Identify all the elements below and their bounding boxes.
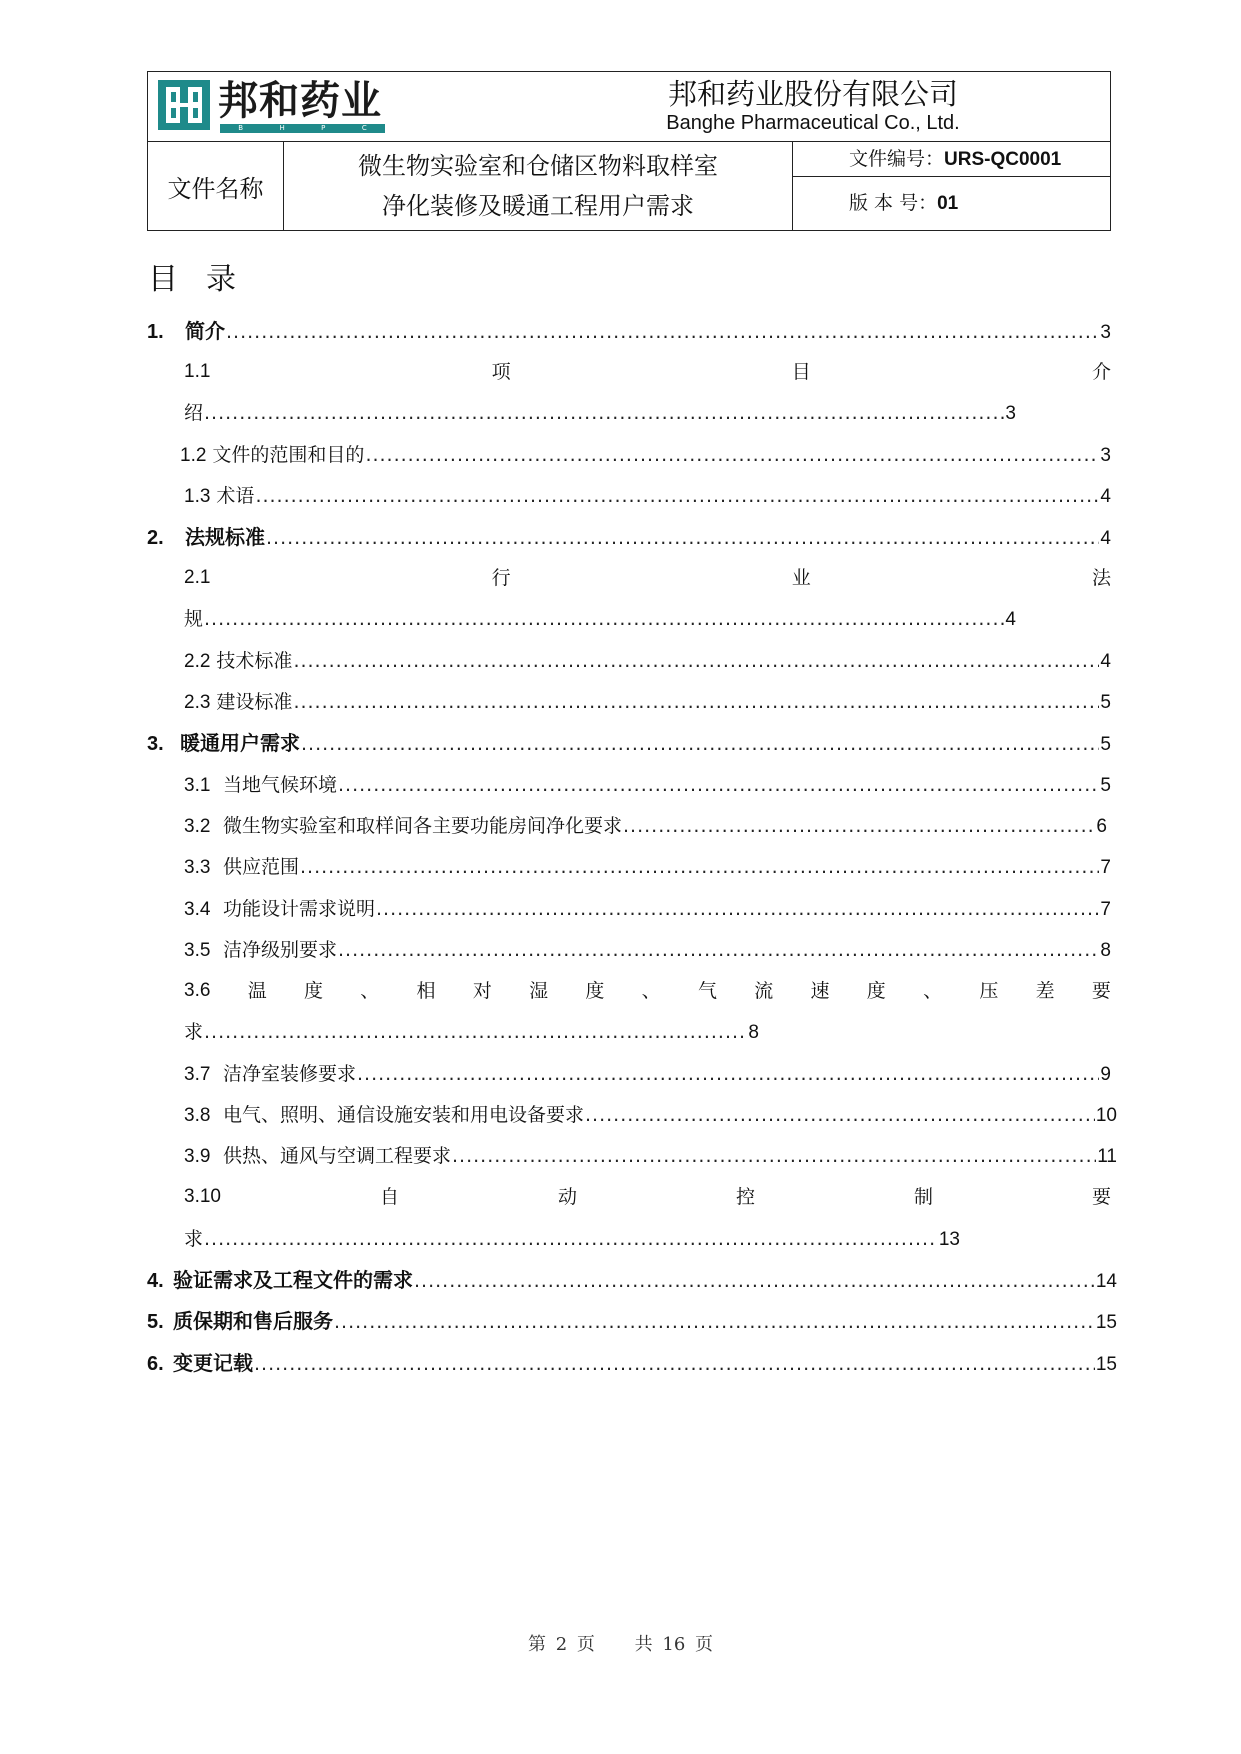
toc-item[interactable]: 1.1 项 目 介 <box>184 361 1111 383</box>
toc-item[interactable]: 3.1 当地气候环境 ..... 5 <box>184 770 1111 801</box>
version-label: 版 本 号： <box>849 192 938 214</box>
page-footer: 第 2 页 共 16 页 <box>527 1634 714 1655</box>
toc-item[interactable]: 1.2 文件的范围和目的 ..... 3 <box>180 440 1111 471</box>
header-bottom-row <box>148 142 1110 230</box>
logo-text: 邦和药业 <box>218 78 382 124</box>
document-title <box>284 142 793 230</box>
toc-item[interactable]: 3. 暖通用户需求 ..... 5 <box>147 728 1111 760</box>
toc-item[interactable]: 2.1 行 业 法 <box>184 567 1111 589</box>
toc-item[interactable]: 4. 验证需求及工程文件的需求 ..... 14 <box>147 1265 1117 1297</box>
document-header <box>147 71 1111 231</box>
toc-item[interactable]: 3.6 温 度 、 相 对 湿 度 、 气 流 速 度 、 压 差 要 <box>184 980 1111 1002</box>
toc-item-continued[interactable]: 规 ..... 4 <box>184 604 1016 635</box>
document-code-label: 文件编号： <box>849 148 945 170</box>
document-title-line1: 微生物实验室和仓储区物料取样室 <box>358 152 718 180</box>
document-title-line2: 净化装修及暖通工程用户需求 <box>382 192 694 220</box>
toc-item-continued[interactable]: 求 ..... 13 <box>184 1224 960 1255</box>
logo-letters: B H P C <box>238 124 367 132</box>
file-name-label: 文件名称 <box>148 142 284 230</box>
toc-item[interactable]: 5. 质保期和售后服务 ..... 15 <box>147 1306 1117 1338</box>
document-version <box>793 177 1110 230</box>
toc-item[interactable]: 2. 法规标准 ..... 4 <box>147 522 1111 554</box>
toc-item[interactable]: 3.4 功能设计需求说明 ..... 7 <box>184 894 1111 925</box>
toc-item[interactable]: 3.3 供应范围 ..... 7 <box>184 852 1111 883</box>
toc-item[interactable]: 3.5 洁净级别要求 ..... 8 <box>184 935 1111 966</box>
header-top-row <box>148 72 1110 142</box>
version-value: 01 <box>937 193 959 214</box>
document-code-value: URS-QC0001 <box>944 149 1062 170</box>
toc-title: 目 录 <box>148 262 236 297</box>
toc-item[interactable]: 3.2 微生物实验室和取样间各主要功能房间净化要求 ..... 6 <box>184 811 1107 842</box>
toc-item-continued[interactable]: 求 ..... 8 <box>184 1017 759 1048</box>
company-name-cn: 邦和药业股份有限公司 <box>667 77 958 111</box>
bh-logo-icon <box>158 78 210 132</box>
toc-item[interactable]: 6. 变更记载 ..... 15 <box>147 1348 1117 1380</box>
company-logo <box>158 78 388 134</box>
toc-item[interactable]: 3.7 洁净室装修要求 ..... 9 <box>184 1059 1111 1090</box>
toc-item[interactable]: 2.2 技术标准 ..... 4 <box>184 646 1111 677</box>
document-code <box>793 142 1110 177</box>
toc-item[interactable]: 2.3 建设标准 ..... 5 <box>184 687 1111 718</box>
toc-item[interactable]: 3.10 自 动 控 制 要 <box>184 1186 1111 1208</box>
company-name-en: Banghe Pharmaceutical Co., Ltd. <box>666 112 960 134</box>
toc-item[interactable]: 3.8 电气、照明、通信设施安装和用电设备要求 ..... 10 <box>184 1100 1117 1131</box>
toc-item[interactable]: 3.9 供热、通风与空调工程要求 ..... 11 <box>184 1141 1117 1172</box>
toc-item[interactable]: 1.3 术语 ..... 4 <box>184 481 1111 512</box>
toc-item-continued[interactable]: 绍 ..... 3 <box>184 398 1016 429</box>
toc-item[interactable]: 1. 简介 ..... 3 <box>147 316 1111 348</box>
